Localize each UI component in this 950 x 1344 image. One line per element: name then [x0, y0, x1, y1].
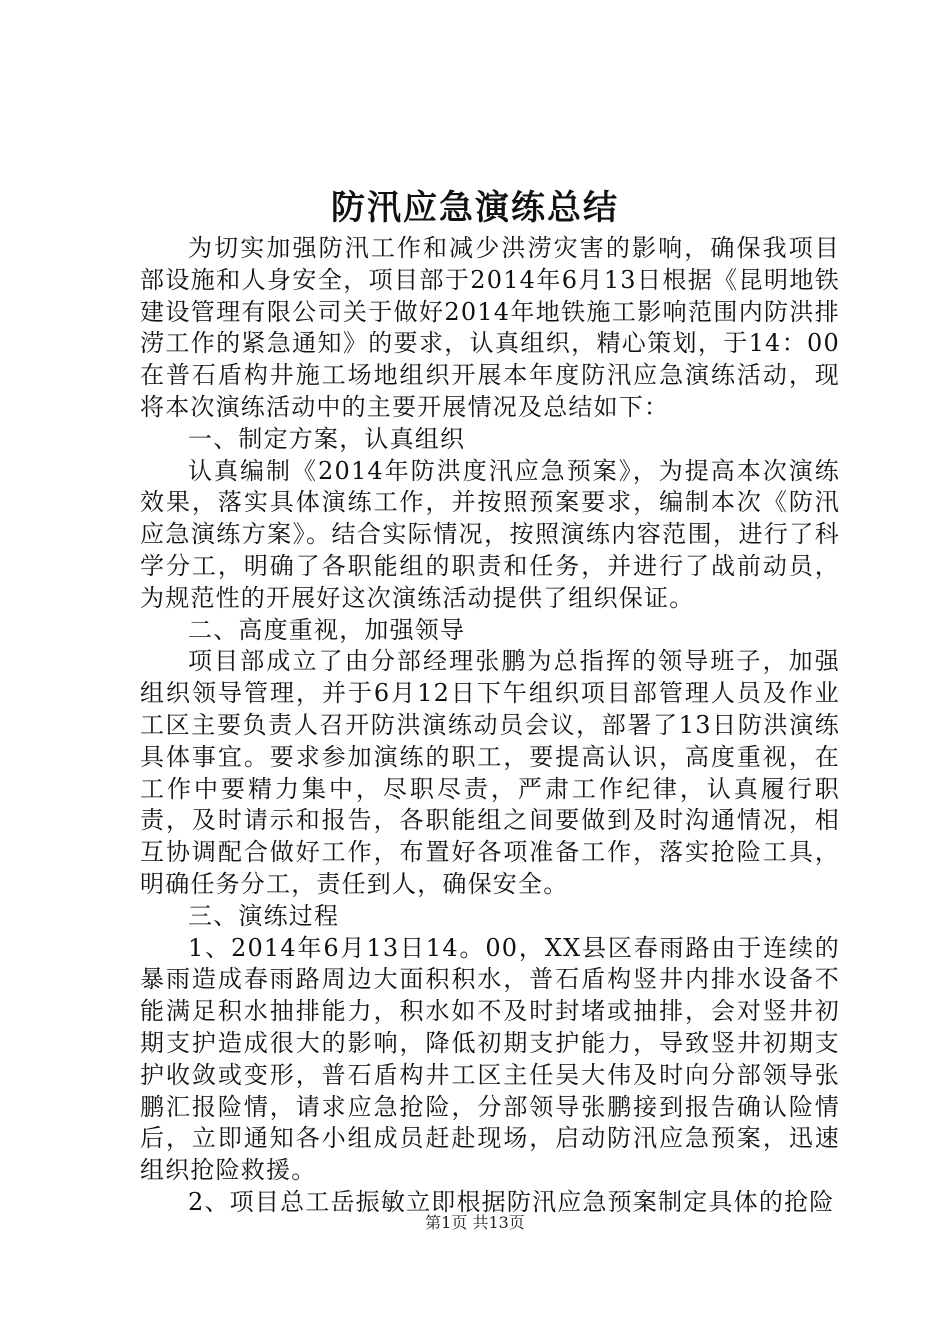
paragraph-section-3-item-1: 1、2014年6月13日14。00，XX县区春雨路由于连续的暴雨造成春雨路周边大面积积水，普石盾构竖井内排水设备不能满足积水抽排能力，积水如不及时封堵或抽排，会对竖井初期支护造成很大的影响，降低初期支护能力，导致竖井初期支护收敛或变形，普石盾构井工区主任吴大伟及时向分部领导张鹏汇报险情，请求应急抢险，分部领导张鹏接到报告确认险情后，立即通知各小组成员赶赴现场，启动防汛应急预案，迅速组织抢险救援。 — [140, 933, 840, 1185]
paragraph-section-2: 项目部成立了由分部经理张鹏为总指挥的领导班子，加强组织领导管理，并于6月12日下午组织项目部管理人员及作业工区主要负责人召开防洪演练动员会议，部署了13日防洪演练具体事宜。要求参加演练的职工，要提高认识，高度重视，在工作中要精力集中，尽职尽责，严肃工作纪律，认真履行职责，及时请示和报告，各职能组之间要做到及时沟通情况，相互协调配合做好工作，布置好各项准备工作，落实抢险工具，明确任务分工，责任到人，确保安全。 — [140, 647, 840, 898]
section-heading-2: 二、高度重视，加强领导 — [188, 615, 466, 644]
paragraph-section-3-item-2: 2、项目总工岳振敏立即根据防汛应急预案制定具体的抢险 — [188, 1187, 835, 1216]
section-heading-3: 三、演练过程 — [188, 901, 340, 930]
document-title: 防汛应急演练总结 — [331, 188, 619, 228]
paragraph-section-1: 认真编制《2014年防洪度汛应急预案》，为提高本次演练效果，落实具体演练工作，并按照预案要求，编制本次《防汛应急演练方案》。结合实际情况，按照演练内容范围，进行了科学分工，明确了各职能组的职责和任务，并进行了战前动员，为规范性的开展好这次演练活动提供了组织保证。 — [140, 456, 840, 612]
page-footer: 第1页 共13页 — [425, 1213, 525, 1232]
document-body — [140, 233, 840, 1219]
section-heading-1: 一、制定方案，认真组织 — [188, 424, 466, 453]
paragraph-intro: 为切实加强防汛工作和减少洪涝灾害的影响，确保我项目部设施和人身安全，项目部于2014年6月13日根据《昆明地铁建设管理有限公司关于做好2014年地铁施工影响范围内防洪排涝工作的紧急通知》的要求，认真组织，精心策划，于14：00在普石盾构井施工场地组织开展本年度防汛应急演练活动，现将本次演练活动中的主要开展情况及总结如下： — [140, 234, 840, 421]
